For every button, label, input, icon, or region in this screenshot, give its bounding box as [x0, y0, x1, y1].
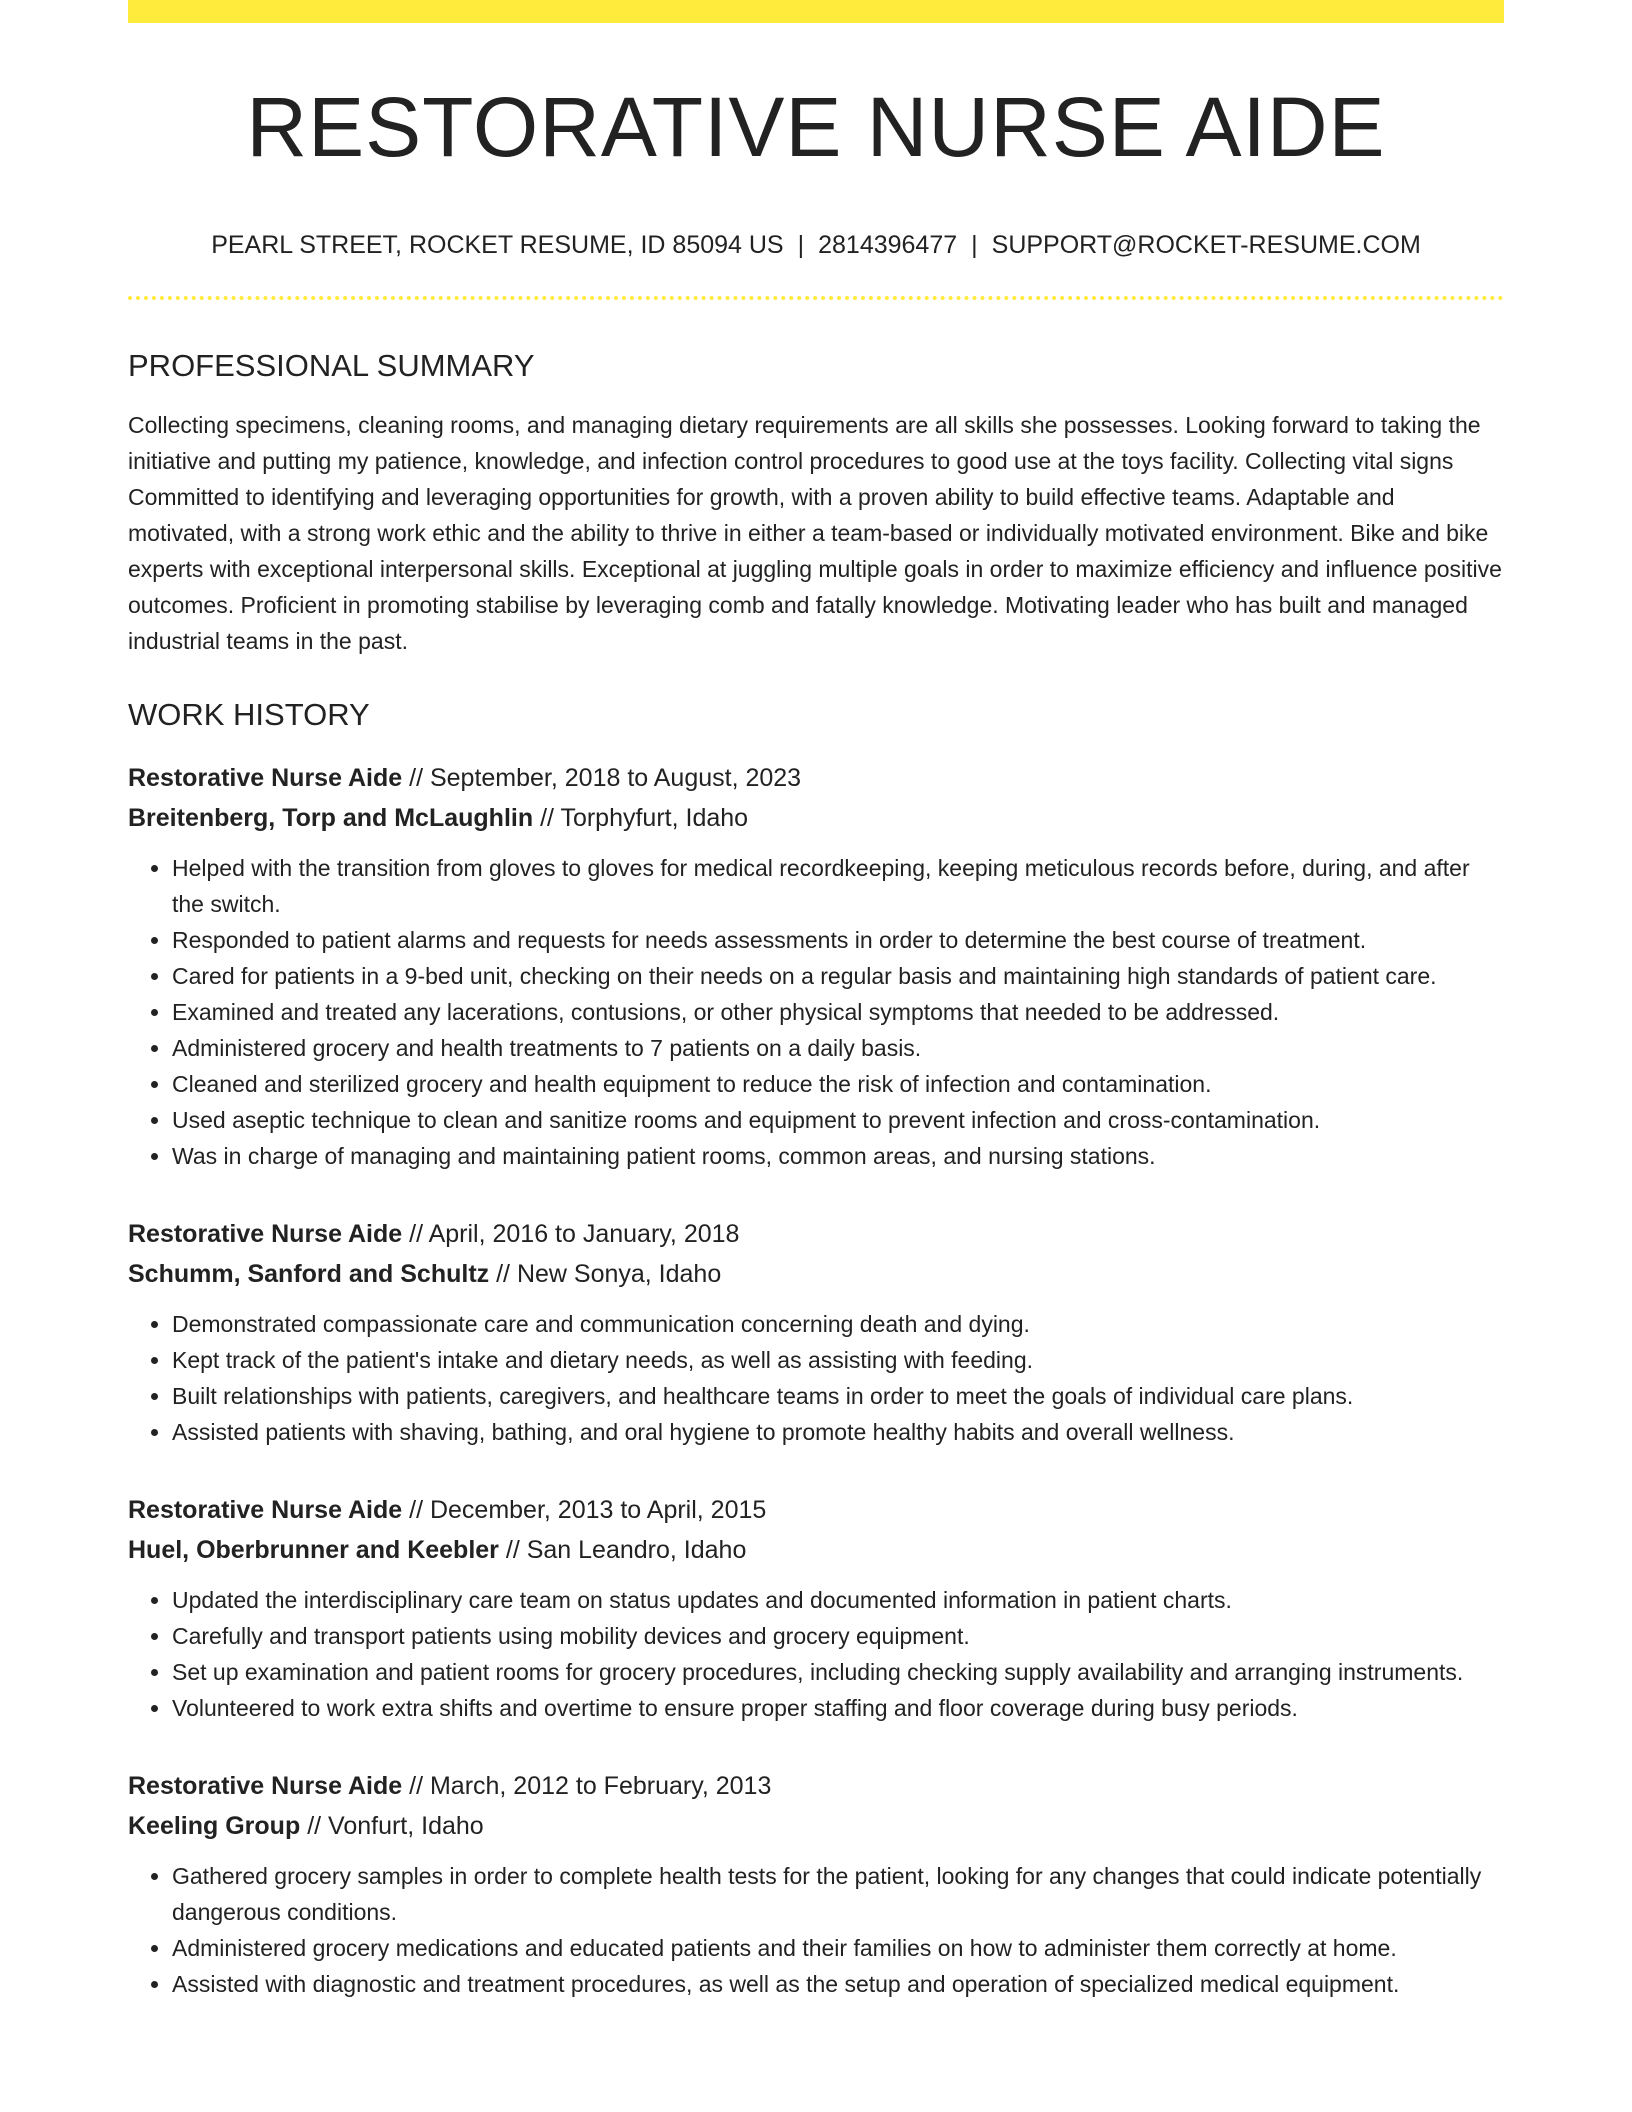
job-dates: // September, 2018 to August, 2023	[409, 764, 802, 792]
job-bullet-item: • Carefully and transport patients using mobility devices and grocery equipment.	[172, 1618, 1504, 1654]
top-accent-bar	[128, 0, 1504, 23]
job-bullet-item: • Assisted with diagnostic and treatment procedures, as well as the setup and operation of specialized medical equipment.	[172, 1966, 1504, 2002]
job-location: // Torphyfurt, Idaho	[540, 804, 749, 832]
job-bullet-item: • Was in charge of managing and maintaining patient rooms, common areas, and nursing stations.	[172, 1138, 1504, 1174]
job-bullets	[128, 850, 1504, 1174]
job-title-line	[128, 1214, 1504, 1254]
job-title: Restorative Nurse Aide	[128, 1496, 403, 1524]
job-bullet-item: • Kept track of the patient's intake and dietary needs, as well as assisting with feeding.	[172, 1342, 1504, 1378]
work-history-list	[128, 758, 1504, 2002]
job-company: Breitenberg, Torp and McLaughlin	[128, 804, 534, 832]
job-title-line	[128, 1490, 1504, 1530]
job-dates: // March, 2012 to February, 2013	[409, 1772, 772, 1800]
job-entry	[128, 758, 1504, 1174]
job-bullet-item: • Examined and treated any lacerations, contusions, or other physical symptoms that needed to be addressed.	[172, 994, 1504, 1030]
job-bullet-item: • Updated the interdisciplinary care team on status updates and documented information in patient charts.	[172, 1582, 1504, 1618]
job-title-line	[128, 1766, 1504, 1806]
job-location: // San Leandro, Idaho	[505, 1536, 747, 1564]
job-title: Restorative Nurse Aide	[128, 764, 403, 792]
job-company: Keeling Group	[128, 1812, 301, 1840]
job-bullet-item: • Used aseptic technique to clean and sanitize rooms and equipment to prevent infection and cross-contamination.	[172, 1102, 1504, 1138]
job-company: Schumm, Sanford and Schultz	[128, 1260, 490, 1288]
job-bullet-item: • Assisted patients with shaving, bathing, and oral hygiene to promote healthy habits and overall wellness.	[172, 1414, 1504, 1450]
job-entry	[128, 1766, 1504, 2002]
job-bullet-item: • Demonstrated compassionate care and communication concerning death and dying.	[172, 1306, 1504, 1342]
job-bullet-item: • Helped with the transition from gloves to gloves for medical recordkeeping, keeping meticulous records before, during, and after the switch.	[172, 850, 1504, 922]
job-bullet-item: • Gathered grocery samples in order to complete health tests for the patient, looking for any changes that could indicate potentially dangerous conditions.	[172, 1858, 1504, 1930]
contact-separator: |	[971, 231, 978, 259]
summary-heading: PROFESSIONAL SUMMARY	[128, 348, 535, 383]
job-location: // New Sonya, Idaho	[496, 1260, 722, 1288]
resume-page	[128, 0, 1504, 2002]
job-bullet-item: • Responded to patient alarms and requests for needs assessments in order to determine the best course of treatment.	[172, 922, 1504, 958]
job-bullet-item: • Volunteered to work extra shifts and overtime to ensure proper staffing and floor coverage during busy periods.	[172, 1690, 1504, 1726]
job-title: Restorative Nurse Aide	[128, 1772, 403, 1800]
job-bullet-item: • Administered grocery medications and educated patients and their families on how to administer them correctly at home.	[172, 1930, 1504, 1966]
job-bullet-item: • Cared for patients in a 9-bed unit, checking on their needs on a regular basis and maintaining high standards of patient care.	[172, 958, 1504, 994]
job-bullet-item: • Set up examination and patient rooms for grocery procedures, including checking supply availability and arranging instruments.	[172, 1654, 1504, 1690]
contact-address: PEARL STREET, ROCKET RESUME, ID 85094 US	[211, 231, 784, 259]
dotted-divider	[128, 296, 1504, 300]
job-bullets	[128, 1858, 1504, 2002]
job-company-line	[128, 1806, 1504, 1846]
job-bullet-item: • Built relationships with patients, caregivers, and healthcare teams in order to meet the goals of individual care plans.	[172, 1378, 1504, 1414]
summary-text: Collecting specimens, cleaning rooms, and managing dietary requirements are all skills she possesses. Looking forward to taking the initiative and putting my patience, knowledge, and infection control procedures to good use at the toys facility. Collecting vital signs Committed to identifying and leveraging opportunities for growth, with a proven ability to build effective teams. Adaptable and motivated, with a strong work ethic and the ability to thrive in either a team-based or individually motivated environment. Bike and bike experts with exceptional interpersonal skills. Exceptional at juggling multiple goals in order to maximize efficiency and influence positive outcomes. Proficient in promoting stabilise by leveraging comb and fatally knowledge. Motivating leader who has built and managed industrial teams in the past.	[128, 412, 1502, 654]
contact-line	[128, 233, 1504, 258]
job-bullet-item: • Cleaned and sterilized grocery and health equipment to reduce the risk of infection and contamination.	[172, 1066, 1504, 1102]
job-bullet-item: • Administered grocery and health treatments to 7 patients on a daily basis.	[172, 1030, 1504, 1066]
job-title-line	[128, 758, 1504, 798]
job-company-line	[128, 798, 1504, 838]
job-location: // Vonfurt, Idaho	[307, 1812, 484, 1840]
contact-email: SUPPORT@ROCKET-RESUME.COM	[991, 231, 1421, 259]
job-bullets	[128, 1306, 1504, 1450]
job-dates: // April, 2016 to January, 2018	[409, 1220, 740, 1248]
job-company-line	[128, 1530, 1504, 1570]
resume-name-title: RESTORATIVE NURSE AIDE	[246, 80, 1386, 174]
job-title: Restorative Nurse Aide	[128, 1220, 403, 1248]
job-bullets	[128, 1582, 1504, 1726]
job-company-line	[128, 1254, 1504, 1294]
contact-phone: 2814396477	[818, 231, 958, 259]
job-company: Huel, Oberbrunner and Keebler	[128, 1536, 499, 1564]
job-entry	[128, 1490, 1504, 1726]
contact-separator: |	[797, 231, 805, 259]
job-entry	[128, 1214, 1504, 1450]
work-history-heading: WORK HISTORY	[128, 697, 370, 732]
job-dates: // December, 2013 to April, 2015	[409, 1496, 767, 1524]
